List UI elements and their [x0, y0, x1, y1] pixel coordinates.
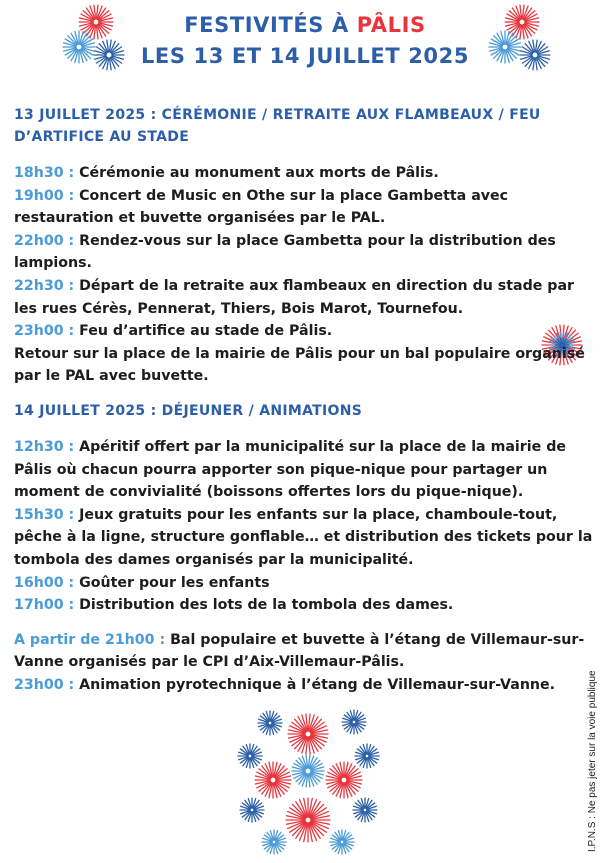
section-title-day2: 14 JUILLET 2025 : DÉJEUNER / ANIMATIONS [14, 402, 363, 419]
item-time: A partir de 21h00 : [14, 631, 171, 648]
item-text: Goûter pour les enfants [79, 574, 270, 591]
program-item [14, 320, 594, 343]
day1-program [14, 162, 594, 388]
item-time: 15h30 : [14, 506, 80, 523]
title-town: PÂLIS [356, 13, 426, 37]
program-item [14, 162, 594, 185]
item-text: Feu d’artifice au stade de Pâlis. [79, 323, 333, 340]
firework-burst [288, 714, 328, 754]
firework-burst [326, 762, 362, 798]
item-text: Concert de Music en Othe sur la place Gambetta avec restauration et buvette organisées par le PAL. [14, 187, 509, 227]
firework-burst [262, 830, 286, 854]
item-time: 16h00 : [14, 574, 80, 591]
item-time: 23h00 : [14, 323, 80, 340]
program-item [14, 674, 594, 697]
item-text: Bal populaire et buvette à l’étang de Villemaur-sur-Vanne organisés par le CPI d’Aix-Villemaur-Pâlis. [14, 631, 585, 671]
firework-burst [258, 711, 282, 735]
section-title-day1: 13 JUILLET 2025 : CÉRÉMONIE / RETRAITE AUX FLAMBEAUX / FEU D’ARTIFICE AU STADE [14, 107, 541, 145]
firework-burst [255, 762, 291, 798]
item-time: 19h00 : [14, 187, 80, 204]
firework-burst [286, 798, 330, 842]
program-item [14, 275, 594, 320]
program-item [14, 629, 594, 674]
program-item [14, 504, 594, 572]
firework-burst [330, 830, 354, 854]
firework-icon-bottom-cluster [228, 708, 388, 856]
program-item [14, 436, 594, 504]
item-text: Rendez-vous sur la place Gambetta pour la distribution des lampions. [14, 232, 556, 272]
firework-burst [292, 755, 324, 787]
item-text: Retour sur la place de la mairie de Pâlis pour un bal populaire organisé par le PAL avec buvette. [14, 345, 585, 385]
item-text: Distribution des lots de la tombola des dames. [79, 597, 454, 614]
item-time: 12h30 : [14, 438, 80, 455]
item-time: 22h00 : [14, 232, 80, 249]
title-line-1 [0, 10, 610, 41]
firework-burst [238, 744, 262, 768]
program-item [14, 343, 594, 388]
program-item [14, 594, 594, 617]
program-item [14, 185, 594, 230]
item-time: 23h00 : [14, 676, 80, 693]
item-text: Jeux gratuits pour les enfants sur la place, chamboule-tout, pêche à la ligne, structure gonflable… et distribution des tickets pour la tombola des dames organisés par la municipalité. [14, 506, 593, 568]
firework-burst [240, 798, 264, 822]
program-content [14, 104, 594, 708]
firework-burst [342, 710, 366, 734]
evening-program [14, 629, 594, 697]
firework-burst [355, 744, 379, 768]
ipns-notice: I.P.N.S : Ne pas jeter sur la voie publique [587, 670, 598, 852]
item-time: 18h30 : [14, 165, 80, 181]
item-text: Animation pyrotechnique à l’étang de Villemaur-sur-Vanne. [79, 676, 556, 693]
item-time: 22h30 : [14, 277, 80, 294]
item-text: Départ de la retraite aux flambeaux en direction du stade par les rues Cérès, Pennerat, Thiers, Bois Marot, Tournefou. [14, 277, 575, 317]
item-text: Cérémonie au monument aux morts de Pâlis. [79, 165, 439, 181]
program-item [14, 572, 594, 595]
firework-burst [353, 798, 377, 822]
program-item [14, 230, 594, 275]
title-prefix: FESTIVITÉS À [184, 13, 357, 37]
item-text: Apéritif offert par la municipalité sur la place de la mairie de Pâlis où chacun pourra apporter son pique-nique pour partager un moment de convivialité (boissons offertes lors du pique-nique). [14, 438, 566, 501]
item-time: 17h00 : [14, 597, 80, 614]
title-line-2: LES 13 ET 14 JUILLET 2025 [140, 44, 470, 68]
day2-program [14, 436, 594, 617]
page-header [0, 10, 610, 72]
